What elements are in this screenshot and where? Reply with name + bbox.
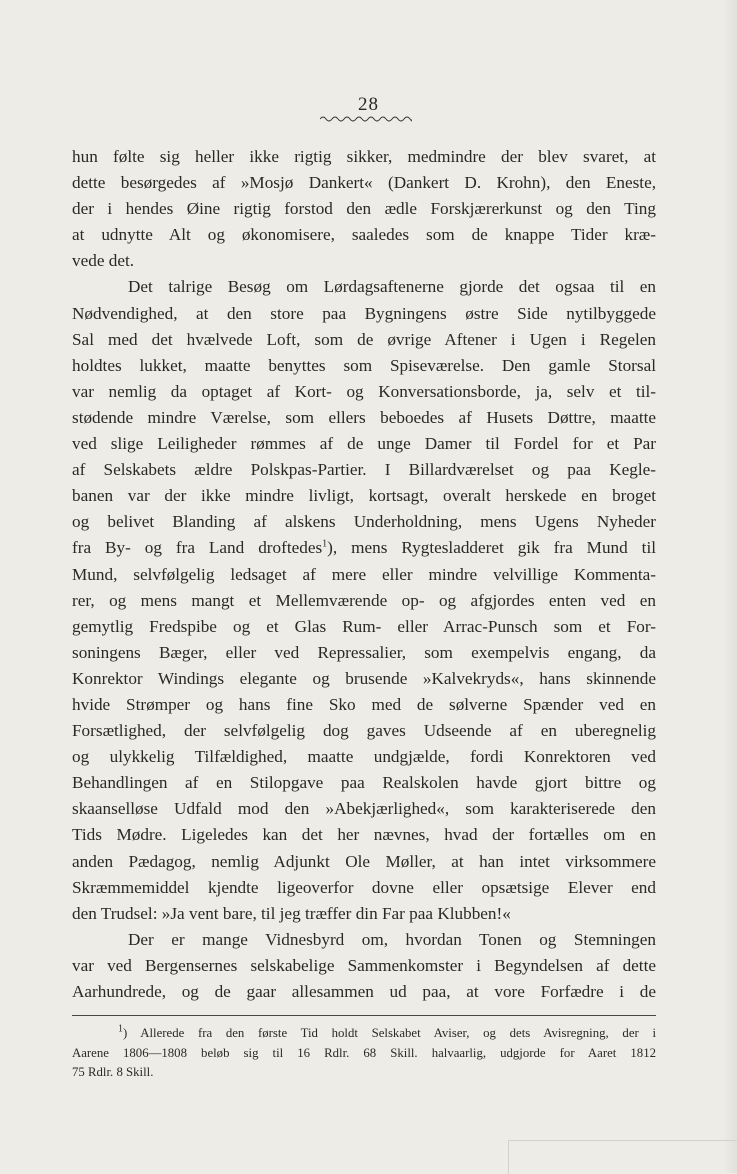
text-line-head: fra By- og fra Land droftedes bbox=[72, 538, 323, 558]
text-line: Der er mange Vidnesbyrd om, hvordan Tonen og Stemningen bbox=[128, 929, 656, 949]
text-line: Konrektor Windings elegante og brusende »Kalvekryds«, hans skinnende bbox=[72, 668, 656, 688]
footnote-line bbox=[72, 1024, 656, 1044]
text-line: rer, og mens mangt et Mellemværende op- og afgjordes enten ved en bbox=[72, 590, 656, 610]
text-line: at udnytte Alt og økonomisere, saaledes som de knappe Tider kræ- bbox=[72, 225, 656, 245]
text-line: hvide Strømper og hans fine Sko med de sølverne Spænder ved en bbox=[72, 694, 656, 714]
text-line: Det talrige Besøg om Lørdagsaftenerne gjorde det ogsaa til en bbox=[128, 277, 656, 297]
text-line: og ulykkelig Tilfældighed, maatte undgjælde, fordi Konrektoren ved bbox=[72, 747, 656, 767]
text-line: Behandlingen af en Stilopgave paa Realskolen havde gjort bittre og bbox=[72, 773, 656, 793]
text-line: soningens Bæger, eller ved Repressalier, som exempelvis engang, da bbox=[72, 642, 656, 662]
text-line: holdtes lukket, maatte benyttes som Spiseværelse. Den gamle Storsal bbox=[72, 355, 656, 375]
footnote-line: Aarene 1806—1808 beløb sig til 16 Rdlr. 68 Skill. halvaarlig, udgjorde for Aaret 1812 bbox=[72, 1045, 656, 1060]
text-line: Mund, selvfølgelig ledsaget af mere eller mindre velvillige Kommenta- bbox=[72, 564, 656, 584]
text-line: anden Pædagog, nemlig Adjunkt Ole Møller, at han intet virksommere bbox=[72, 851, 656, 871]
text-line: skaanselløse Udfald mod den »Abekjærlighed«, som karakteriserede den bbox=[72, 799, 656, 819]
footnote-text: ) Allerede fra den første Tid holdt Selskabet Aviser, og dets Avisregning, der i bbox=[123, 1026, 656, 1040]
paragraph-2 bbox=[72, 274, 656, 926]
page-number: 28 bbox=[358, 94, 379, 115]
text-line: Sal med det hvælvede Loft, som de øvrige Aftener i Ugen i Regelen bbox=[72, 329, 656, 349]
text-line: dette besørgedes af »Mosjø Dankert« (Dankert D. Krohn), den Eneste, bbox=[72, 173, 656, 193]
text-line: den Trudsel: »Ja vent bare, til jeg træffer din Far paa Klubben!« bbox=[72, 903, 511, 923]
text-line: banen var der ikke mindre livligt, kortsagt, overalt herskede en broget bbox=[72, 486, 656, 506]
text-line: vede det. bbox=[72, 251, 135, 271]
text-line: Forsætlighed, der selvfølgelig dog gaves Udseende af en uberegnelig bbox=[72, 721, 656, 741]
wavy-ornament bbox=[320, 114, 412, 124]
text-line: Aarhundrede, og de gaar allesammen ud paa, at vore Forfædre i de bbox=[72, 982, 656, 1001]
footnote bbox=[72, 1024, 656, 1083]
body-text bbox=[72, 144, 656, 1005]
text-line: gemytlig Fredspibe og et Glas Rum- eller Arrac-Punsch som et For- bbox=[72, 616, 656, 636]
text-line-tail: ), mens Rygtesladderet gik fra Mund til bbox=[327, 538, 656, 558]
page-edge-shadow bbox=[723, 0, 737, 1173]
text-line: Nødvendighed, at den store paa Bygningens østre Side nytilbyggede bbox=[72, 303, 656, 323]
text-line: og belivet Blanding af alskens Underholdning, mens Ugens Nyheder bbox=[72, 512, 656, 532]
text-line: af Selskabets ældre Polskpas-Partier. I Billardværelset og paa Kegle- bbox=[72, 460, 656, 480]
footnote-marker: 1 bbox=[118, 1023, 123, 1035]
scan-corner-mark bbox=[508, 1140, 737, 1174]
text-line: var nemlig da optaget af Kort- og Konversationsborde, ja, selv et til- bbox=[72, 381, 656, 401]
text-line: var ved Bergensernes selskabelige Sammenkomster i Begyndelsen af dette bbox=[72, 955, 656, 975]
text-line-with-footnote-ref bbox=[72, 535, 656, 561]
text-line: Skræmmemiddel kjendte ligeoverfor dovne eller opsætsige Elever end bbox=[72, 877, 656, 897]
text-line: stødende mindre Værelse, som ellers beboedes af Husets Døttre, maatte bbox=[72, 407, 656, 427]
footnote-ref-marker: 1 bbox=[322, 538, 328, 550]
text-line: hun følte sig heller ikke rigtig sikker, medmindre der blev svaret, at bbox=[72, 147, 656, 166]
paragraph-3 bbox=[72, 927, 656, 1005]
text-line: Tids Mødre. Ligeledes kan det her nævnes, hvad der fortælles om en bbox=[72, 825, 656, 845]
text-line: ved slige Leiligheder rømmes af de unge Damer til Fordel for et Par bbox=[72, 434, 656, 454]
text-line: der i hendes Øine rigtig forstod den ædle Forskjærerkunst og den Ting bbox=[72, 199, 656, 219]
paragraph-1 bbox=[72, 144, 656, 274]
footnote-line: 75 Rdlr. 8 Skill. bbox=[72, 1065, 154, 1079]
footnote-divider bbox=[72, 1015, 656, 1016]
